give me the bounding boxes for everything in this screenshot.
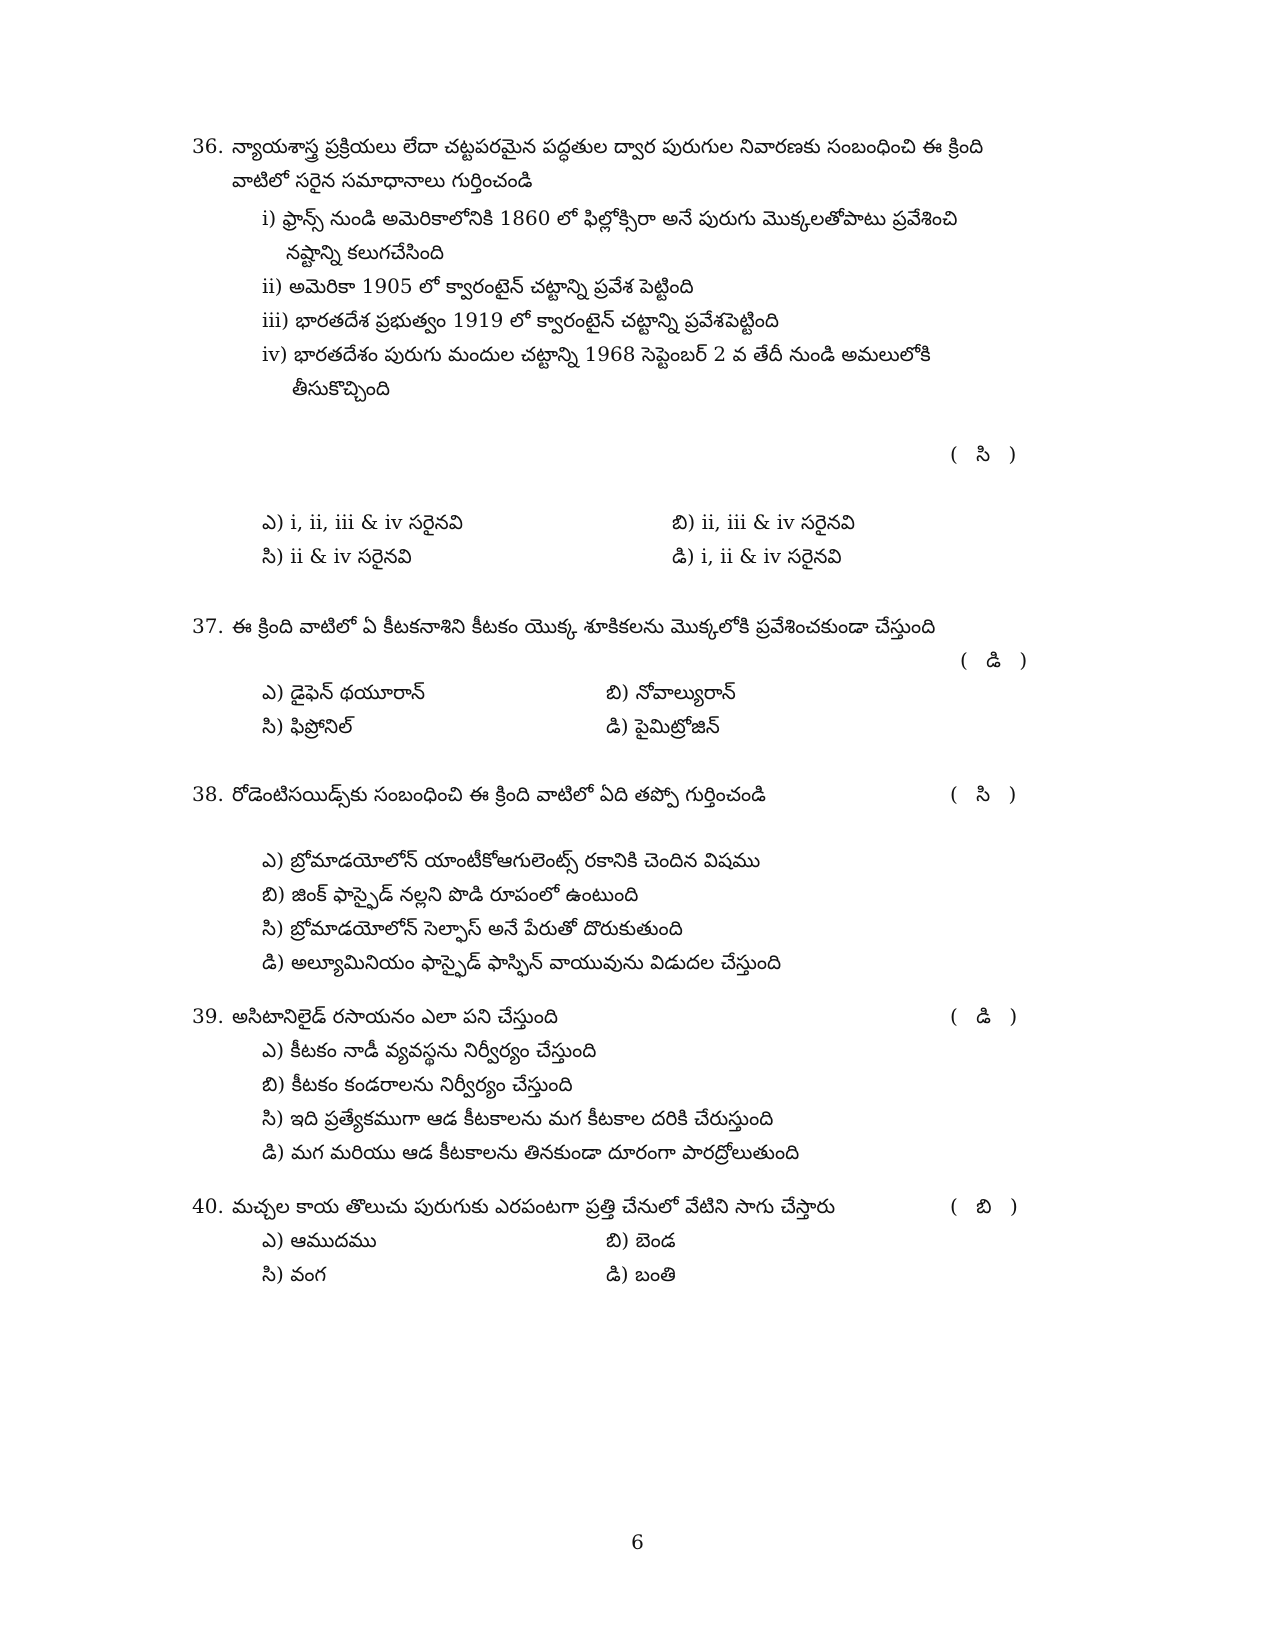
option-c: సి) ii & iv సరైనవి xyxy=(262,544,412,568)
question-stem: రోడెంటిసయిడ్స్‌కు సంబంధించి ఈ క్రింది వాటిలో ఏది తప్పో గుర్తించండి xyxy=(232,782,766,806)
option-d: డి) i, ii & iv సరైనవి xyxy=(672,544,842,568)
option-a: ఎ) ఆముదము xyxy=(262,1228,377,1252)
option-a: ఎ) కీటకం నాడీ వ్యవస్థను నిర్వీర్యం చేస్తుంది xyxy=(262,1038,597,1062)
question-stem: న్యాయశాస్త్ర ప్రక్రియలు లేదా చట్టపరమైన పద్ధతుల ద్వార పురుగుల నివారణకు సంబంధించి ఈ క్రింది xyxy=(232,134,984,158)
option-a: ఎ) బ్రోమాడయోలోన్ యాంటీకోఆగులెంట్స్ రకానికి చెందిన విషము xyxy=(262,848,761,872)
answer-key: ( డి ) xyxy=(960,648,1034,672)
option-d: డి) అల్యూమినియం ఫాస్ఫైడ్ ఫాస్ఫిన్ వాయువును విడుదల చేస్తుంది xyxy=(262,950,782,974)
question-stem: వాటిలో సరైన సమాధానాలు గుర్తించండి xyxy=(232,168,533,192)
option-d: డి) బంతి xyxy=(606,1262,676,1286)
option-c: సి) బ్రోమాడయోలోన్ సెల్ఫాస్ అనే పేరుతో దొరుకుతుంది xyxy=(262,916,683,940)
option-d: డి) పైమిట్రోజిన్ xyxy=(606,714,720,738)
option-c: సి) ఫిప్రోనిల్ xyxy=(262,714,353,738)
question-number: 40. xyxy=(192,1194,224,1218)
question-number: 39. xyxy=(192,1004,224,1028)
option-a: ఎ) i, ii, iii & iv సరైనవి xyxy=(262,510,463,534)
statement-item: నష్టాన్ని కలుగచేసింది xyxy=(286,240,444,264)
option-a: ఎ) డైఫెన్ థయూరాన్ xyxy=(262,680,426,704)
page-number: 6 xyxy=(631,1530,644,1554)
answer-key: ( డి ) xyxy=(950,1004,1024,1028)
option-c: సి) వంగ xyxy=(262,1262,327,1286)
question-number: 38. xyxy=(192,782,224,806)
option-b: బి) ii, iii & iv సరైనవి xyxy=(672,510,856,534)
answer-key: ( బి ) xyxy=(950,1194,1024,1218)
statement-item: ii) అమెరికా 1905 లో క్వారంటైన్ చట్టాన్ని ప్రవేశ పెట్టింది xyxy=(262,274,694,298)
option-b: బి) కీటకం కండరాలను నిర్వీర్యం చేస్తుంది xyxy=(262,1072,573,1096)
option-c: సి) ఇది ప్రత్యేకముగా ఆడ కీటకాలను మగ కీటకాల దరికి చేరుస్తుంది xyxy=(262,1106,774,1130)
question-number: 36. xyxy=(192,134,224,158)
statement-item: iii) భారతదేశ ప్రభుత్వం 1919 లో క్వారంటైన్ చట్టాన్ని ప్రవేశపెట్టింది xyxy=(262,308,780,332)
option-b: బి) జింక్ ఫాస్ఫైడ్ నల్లని పొడి రూపంలో ఉంటుంది xyxy=(262,882,639,906)
statement-item: iv) భారతదేశం పురుగు మందుల చట్టాన్ని 1968 సెప్టెంబర్ 2 వ తేదీ నుండి అమలులోకి xyxy=(262,342,931,366)
question-stem: ఈ క్రింది వాటిలో ఏ కీటకనాశిని కీటకం యొక్క శూకికలను మొక్కలోకి ప్రవేశించకుండా చేస్తుంది xyxy=(232,614,936,638)
question-number: 37. xyxy=(192,614,224,638)
option-d: డి) మగ మరియు ఆడ కీటకాలను తినకుండా దూరంగా పారద్రోలుతుంది xyxy=(262,1140,800,1164)
question-stem: మచ్చల కాయ తొలుచు పురుగుకు ఎరపంటగా ప్రత్తి చేనులో వేటిని సాగు చేస్తారు xyxy=(232,1194,836,1218)
answer-key: ( సి ) xyxy=(950,442,1023,466)
statement-item: i) ఫ్రాన్స్ నుండి అమెరికాలోనికి 1860 లో ఫిల్లోక్సిరా అనే పురుగు మొక్కలతోపాటు ప్రవేశించి xyxy=(262,206,958,230)
option-b: బి) నోవాల్యురాన్ xyxy=(606,680,736,704)
option-b: బి) బెండ xyxy=(606,1228,676,1252)
question-stem: అసిటానిలైడ్ రసాయనం ఎలా పని చేస్తుంది xyxy=(232,1004,558,1028)
statement-item: తీసుకొచ్చింది xyxy=(292,376,391,400)
answer-key: ( సి ) xyxy=(950,782,1023,806)
